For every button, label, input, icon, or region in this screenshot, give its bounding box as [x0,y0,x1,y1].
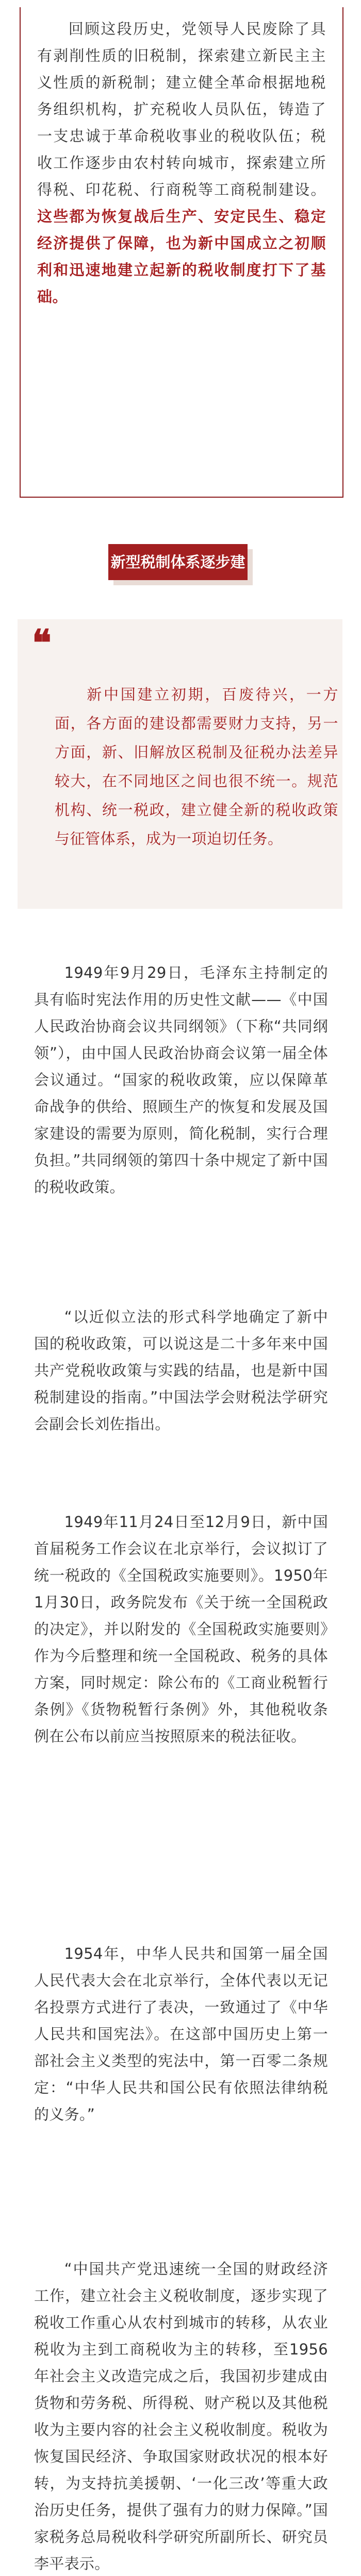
body-paragraph-2-text: “以近似立法的形式科学地确定了新中国的税收政策，可以说这是二十多年来中国共产党税收政策与实践的结晶，也是新中国税制建设的指南。”中国法学会财税法学研究会副会长刘佐指出。 [34,1308,328,1433]
intro-paragraph [37,15,326,310]
body-paragraph-3 [34,1509,328,1750]
body-paragraph-1 [34,959,328,1200]
quote-text: 新中国建立初期，百废待兴，一方面，各方面的建设都需要财力支持，另一方面，新、旧解放区税制及征税办法差异较大，在不同地区之间也很不统一。规范机构、统一税政，建立健全新的税收政策与征管体系，成为一项迫切任务。 [55,686,338,848]
section-heading [108,544,254,607]
quote-mark-icon: ❝ [32,621,52,664]
intro-highlight-text: 这些都为恢复战后生产、安定民生、稳定经济提供了保障，也为新中国成立之初顺利和迅速地建立起新的税收制度打下了基础。 [37,208,326,306]
body-paragraph-2 [34,1303,328,1437]
body-paragraph-1-text: 1949年9月29日，毛泽东主持制定的具有临时宪法作用的历史性文献——《中国人民政治协商会议共同纲领》（下称“共同纲领”），由中国人民政治协商会议第一届全体会议通过。“国家的税收政策，应以保障革命战争的供给、照顾生产的恢复和发展及国家建设的需要为原则，简化税制，实行合理负担。”共同纲领的第四十条中规定了新中国的税收政策。 [34,964,328,1196]
section-heading-title: 新型税制体系逐步建立 [108,544,248,580]
body-paragraph-4 [34,1940,328,2128]
quote-paragraph [55,680,338,853]
body-paragraph-5-text: “中国共产党迅速统一全国的财政经济工作，建立社会主义税收制度，逐步实现了税收工作重心从农村到城市的转移，从农业税收为主到工商税收为主的转移，至1956年社会主义改造完成之后，我国初步建成由货物和劳务税、所得税、财产税以及其他税收为主要内容的社会主义税收制度。税收为恢复国民经济、争取国家财政状况的根本好转，为支持抗美援朝、‘一化三改’等重大政治历史任务，提供了强有力的财力保障。”国家税务总局税收科学研究所副所长、研究员李平表示。 [34,2260,328,2572]
intro-plain-text: 回顾这段历史，党领导人民废除了具有剥削性质的旧税制，探索建立新民主主义性质的新税制；建立健全革命根据地税务组织机构，扩充税收人员队伍，铸造了一支忠诚于革命税收事业的税收队伍；税收工作逐步由农村转向城市，探索建立所得税、印花税、行商税等工商税制建设。 [37,20,326,198]
body-paragraph-3-text: 1949年11月24日至12月9日，新中国首届税务工作会议在北京举行，会议拟订了统一税政的《全国税政实施要则》。1950年1月30日，政务院发布《关于统一全国税政的决定》，并以附发的《全国税政实施要则》作为今后整理和统一全国税政、税务的具体方案，同时规定：除公布的《工商业税暂行条例》《货物税暂行条例》外，其他税收条例在公布以前应当按照原来的税法征收。 [34,1513,328,1745]
quote-box [18,619,342,909]
body-paragraph-4-text: 1954年，中华人民共和国第一届全国人民代表大会在北京举行，全体代表以无记名投票方式进行了表决，一致通过了《中华人民共和国宪法》。在这部中国历史上第一部社会主义类型的宪法中，第一百零二条规定：“中华人民共和国公民有依照法律纳税的义务。” [34,1945,328,2123]
body-paragraph-5 [34,2256,328,2576]
